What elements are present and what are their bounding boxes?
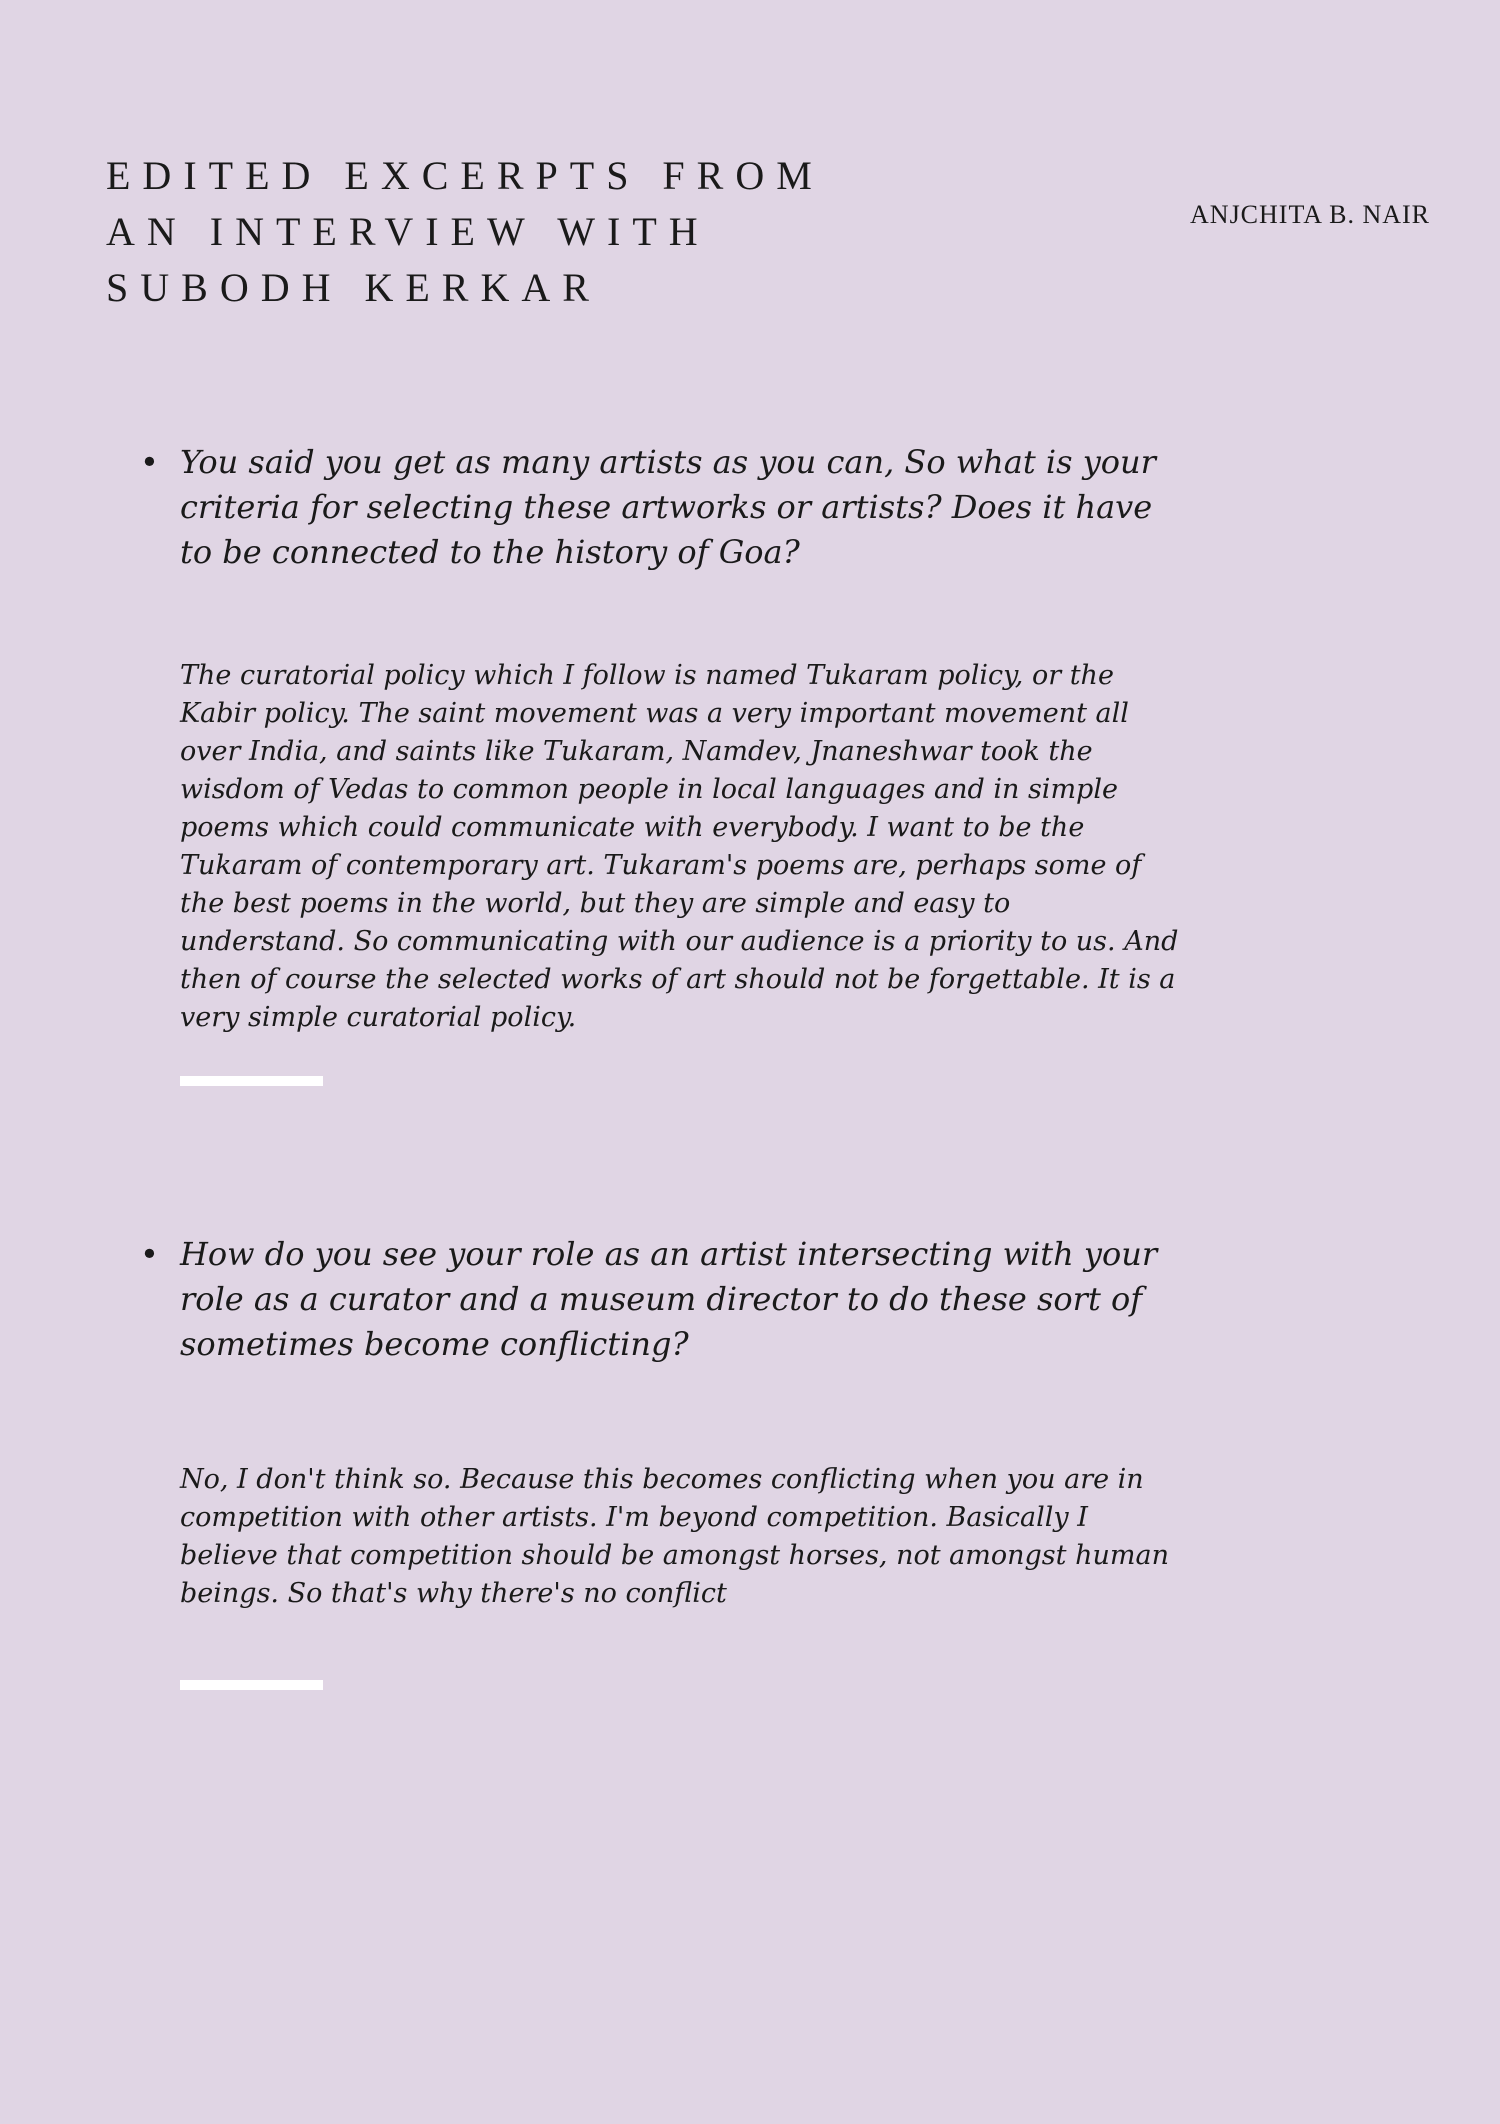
qa-item-1 xyxy=(140,440,1180,1037)
title-line-2: AN INTERVIEW WITH xyxy=(106,209,710,254)
answer-1: The curatorial policy which I follow is named Tukaram policy, or the Kabir policy. The saint movement was a very important movement all over India, and saints like Tukaram, Namdev, Jnaneshwar took the wisdom of Vedas to common people in local languages and in simple poems which could communicate with everybody. I want to be the Tukaram of contemporary art. Tukaram's poems are, perhaps some of the best poems in the world, but they are simple and easy to understand. So communicating with our audience is a priority to us. And then of course the selected works of art should not be forgettable. It is a very simple curatorial policy. xyxy=(180,660,1179,1033)
title-line-1: EDITED EXCERPTS FROM xyxy=(106,153,824,198)
question-text: How do you see your role as an artist intersecting with your role as a curator and a museum director to do these sort of sometimes become conflicting? xyxy=(180,1235,1158,1363)
question-text: You said you get as many artists as you can, So what is your criteria for selecting these artworks or artists? Does it have to be connected to the history of Goa? xyxy=(180,443,1156,571)
bullet-icon: • xyxy=(140,1235,159,1273)
question-1 xyxy=(140,440,1180,575)
page-title xyxy=(106,148,926,316)
qa-item-2 xyxy=(140,1232,1180,1613)
bullet-icon: • xyxy=(140,443,159,481)
title-line-3: SUBODH KERKAR xyxy=(106,265,601,310)
divider xyxy=(180,1076,323,1086)
divider xyxy=(180,1680,323,1690)
question-2 xyxy=(140,1232,1180,1367)
answer-2: No, I don't think so. Because this becomes conflicting when you are in competition with other artists. I'm beyond competition. Basically I believe that competition should be amongst horses, not amongst human beings. So that's why there's no conflict xyxy=(180,1464,1169,1609)
author-name: ANJCHITA B. NAIR xyxy=(1190,200,1430,229)
